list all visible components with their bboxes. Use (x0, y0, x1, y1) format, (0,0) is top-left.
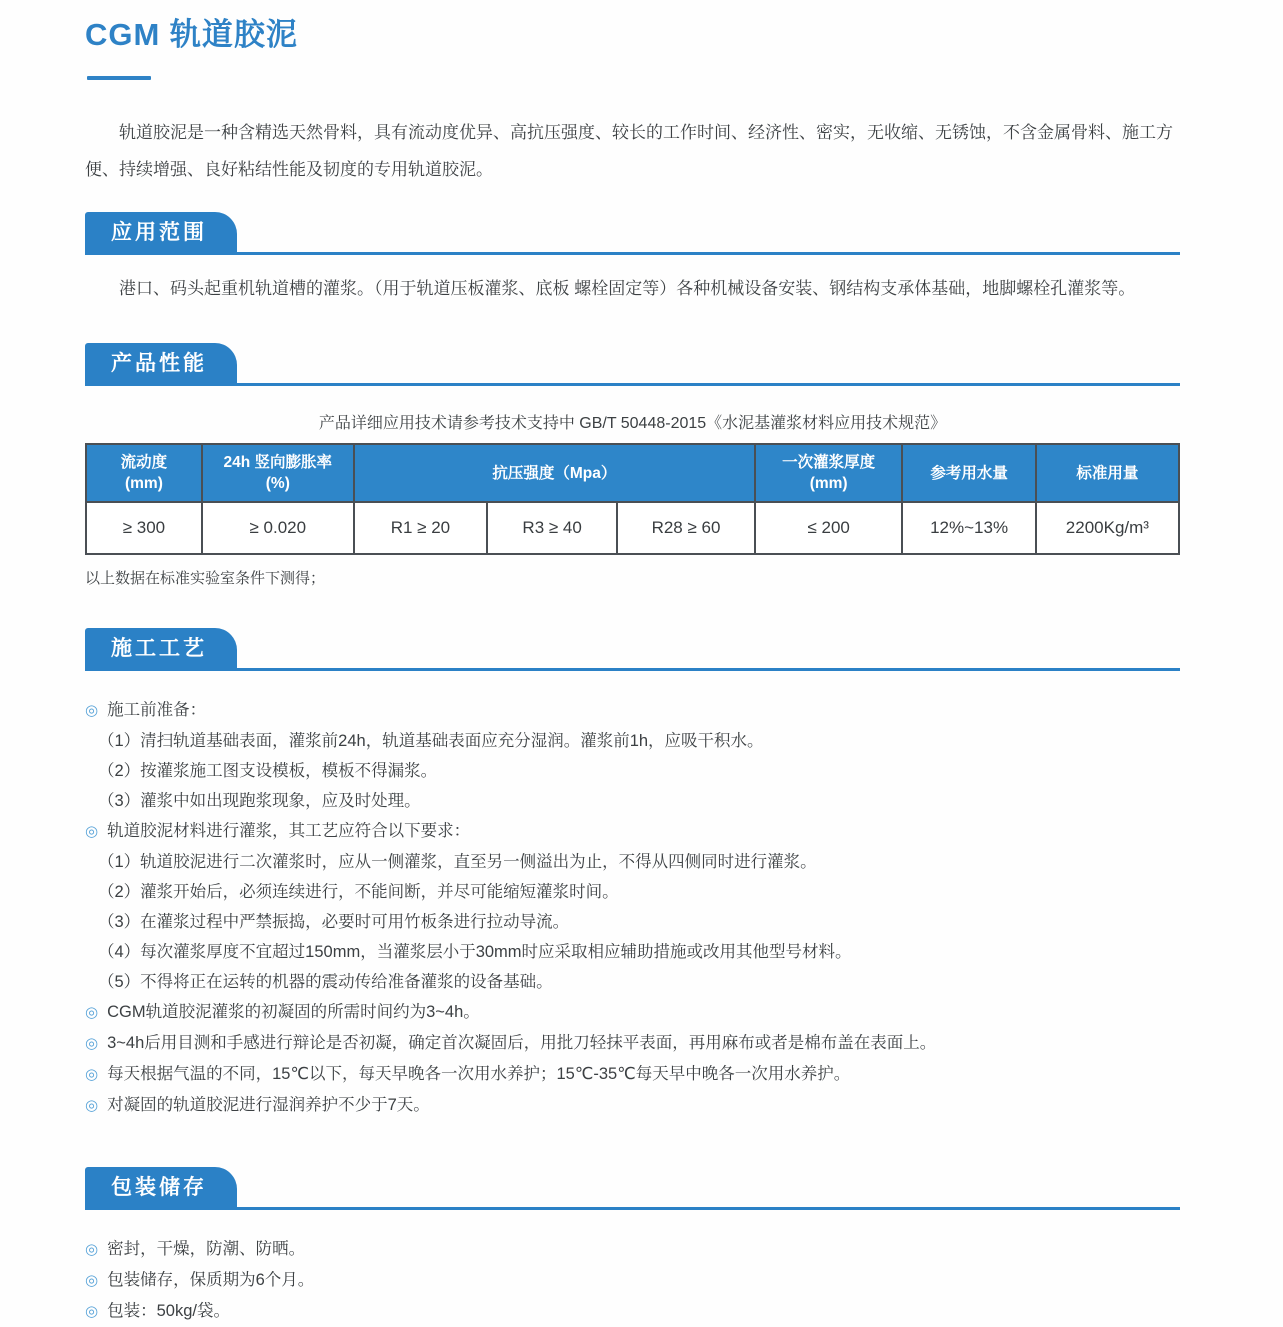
ring-bullet-icon: ◎ (85, 1004, 99, 1021)
list-item-text: 3~4h后用目测和手感进行辩论是否初凝，确定首次凝固后，用批刀轻抹平表面，再用麻布或者是棉布盖在表面上。 (107, 1034, 937, 1052)
list-item (85, 1296, 1180, 1327)
table-cell-water: 12%~13% (902, 502, 1035, 554)
list-item (85, 847, 1180, 877)
page-title: CGM 轨道胶泥 (85, 17, 298, 52)
list-item (85, 967, 1180, 997)
header-cell-fluidity (86, 444, 202, 502)
section-head-construction (85, 628, 1180, 671)
table-footnote: 以上数据在标准实验室条件下测得； (85, 570, 326, 587)
header-line: 一次灌浆厚度 (782, 454, 876, 471)
ring-bullet-icon: ◎ (85, 1066, 99, 1083)
title-underline (87, 76, 151, 80)
list-item-text: （1）清扫轨道基础表面，灌浆前24h，轨道基础表面应充分湿润。灌浆前1h，应吸干积水。 (98, 732, 764, 750)
list-item (85, 786, 1180, 816)
construction-list (85, 695, 1180, 1121)
header-cell-compressive-strength (354, 444, 755, 502)
list-item-text: （5）不得将正在运转的机器的震动传给准备灌浆的设备基础。 (98, 973, 553, 991)
section-performance (85, 343, 1180, 588)
section-head-performance (85, 343, 1180, 386)
header-cell-standard-dosage (1036, 444, 1179, 502)
list-item (85, 877, 1180, 907)
section-head-application (85, 212, 1180, 255)
header-line: 24h 竖向膨胀率 (223, 454, 333, 471)
list-item (85, 937, 1180, 967)
application-text: 港口、码头起重机轨道槽的灌浆。（用于轨道压板灌浆、底板 螺栓固定等）各种机械设备安装、钢结构支承体基础，地脚螺栓孔灌浆等。 (119, 279, 1136, 298)
list-item-text: （1）轨道胶泥进行二次灌浆时，应从一侧灌浆，直至另一侧溢出为止，不得从四侧同时进行灌浆。 (98, 853, 817, 871)
table-cell-r28: R28 ≥ 60 (617, 502, 755, 554)
list-item-text: CGM轨道胶泥灌浆的初凝固的所需时间约为3~4h。 (107, 1003, 480, 1021)
header-line: (%) (265, 475, 290, 492)
section-badge-application: 应用范围 (85, 212, 237, 252)
ring-bullet-icon: ◎ (85, 1241, 99, 1258)
list-item-text: 包装储存，保质期为6个月。 (107, 1271, 315, 1289)
list-item (85, 1090, 1180, 1121)
table-cell-r1: R1 ≥ 20 (354, 502, 487, 554)
header-cell-grout-thickness (755, 444, 903, 502)
ring-bullet-icon: ◎ (85, 702, 99, 719)
list-item (85, 1059, 1180, 1090)
list-item (85, 695, 1180, 726)
table-cell-expansion: ≥ 0.020 (202, 502, 354, 554)
header-cell-water-ratio (902, 444, 1035, 502)
list-item (85, 756, 1180, 786)
list-item-text: （3）在灌浆过程中严禁振捣，必要时可用竹板条进行拉动导流。 (98, 913, 570, 931)
list-item-text: 施工前准备： (107, 701, 207, 719)
list-item-text: （2）按灌浆施工图支设模板，模板不得漏浆。 (98, 762, 438, 780)
header-line: (mm) (809, 475, 848, 492)
section-badge-performance: 产品性能 (85, 343, 237, 383)
table-cell-thickness: ≤ 200 (755, 502, 903, 554)
section-badge-packaging: 包装储存 (85, 1167, 237, 1207)
list-item-text: （3）灌浆中如出现跑浆现象，应及时处理。 (98, 792, 421, 810)
section-application (85, 212, 1180, 303)
header-line: 标准用量 (1076, 464, 1139, 482)
table-header-row (86, 444, 1179, 502)
list-item (85, 816, 1180, 847)
list-item (85, 907, 1180, 937)
list-item-text: 包装：50kg/袋。 (107, 1302, 230, 1320)
list-item (85, 997, 1180, 1028)
list-item-text: 每天根据气温的不同，15℃以下，每天早晚各一次用水养护；15℃-35℃每天早中晚各一次用水养护。 (107, 1065, 851, 1083)
ring-bullet-icon: ◎ (85, 823, 99, 840)
section-head-packaging (85, 1167, 1180, 1210)
list-item (85, 1028, 1180, 1059)
table-cell-r3: R3 ≥ 40 (487, 502, 617, 554)
intro-paragraph: 轨道胶泥是一种含精选天然骨料，具有流动度优异、高抗压强度、较长的工作时间、经济性、密实，无收缩、无锈蚀，不含金属骨料、施工方便、持续增强、良好粘结性能及韧度的专用轨道胶泥。 (85, 123, 1173, 179)
list-item (85, 726, 1180, 756)
header-line: 抗压强度（Mpa） (492, 464, 617, 482)
ring-bullet-icon: ◎ (85, 1303, 99, 1320)
section-packaging (85, 1167, 1180, 1327)
table-data-row (86, 502, 1179, 554)
table-cell-fluidity: ≥ 300 (86, 502, 202, 554)
list-item-text: （4）每次灌浆厚度不宜超过150mm，当灌浆层小于30mm时应采取相应辅助措施或改用其他型号材料。 (98, 943, 852, 961)
list-item-text: 轨道胶泥材料进行灌浆，其工艺应符合以下要求： (107, 822, 471, 840)
ring-bullet-icon: ◎ (85, 1272, 99, 1289)
section-construction (85, 628, 1180, 1121)
reference-note: 产品详细应用技术请参考技术支持中 GB/T 50448-2015《水泥基灌浆材料应用技术规范》 (318, 415, 947, 432)
list-item (85, 1265, 1180, 1296)
header-cell-expansion (202, 444, 354, 502)
header-line: 流动度 (120, 454, 168, 471)
list-item (85, 1234, 1180, 1265)
ring-bullet-icon: ◎ (85, 1035, 99, 1052)
section-badge-construction: 施工工艺 (85, 628, 237, 668)
header-line: 参考用水量 (930, 464, 1008, 482)
list-item-text: （2）灌浆开始后，必须连续进行，不能间断，并尽可能缩短灌浆时间。 (98, 883, 619, 901)
packaging-list (85, 1234, 1180, 1327)
header-line: (mm) (124, 475, 163, 492)
performance-table (85, 443, 1180, 555)
list-item-text: 对凝固的轨道胶泥进行湿润养护不少于7天。 (107, 1096, 430, 1114)
ring-bullet-icon: ◎ (85, 1097, 99, 1114)
table-cell-dosage: 2200Kg/m³ (1036, 502, 1179, 554)
list-item-text: 密封，干燥，防潮、防晒。 (107, 1240, 306, 1258)
